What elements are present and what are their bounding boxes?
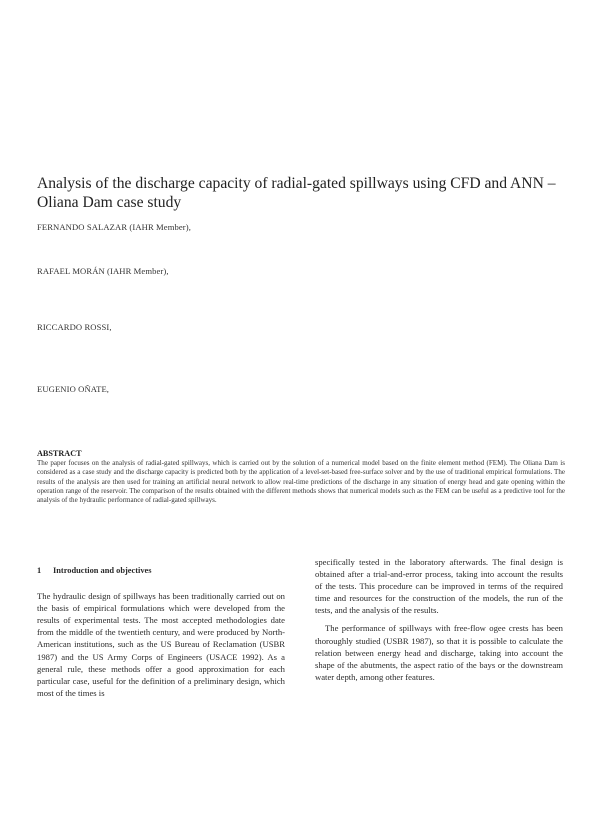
intro-paragraph-1-continued: specifically tested in the laboratory afterwards. The final design is obtained after a trial-and-error process, taking into account the results of the tests. This procedure can be improved in terms of the required time and resources for the construction of the models, the run of the tests, and the analysis of the results. bbox=[315, 557, 563, 616]
right-column bbox=[315, 556, 563, 683]
author-3: RICCARDO ROSSI, bbox=[37, 322, 112, 332]
author-1: FERNANDO SALAZAR (IAHR Member), bbox=[37, 222, 191, 232]
section-heading bbox=[37, 565, 285, 577]
author-4: EUGENIO OÑATE, bbox=[37, 384, 110, 394]
section-title: Introduction and objectives bbox=[53, 566, 152, 575]
left-column bbox=[37, 565, 285, 699]
intro-paragraph-2: The performance of spillways with free-flow ogee crests has been thoroughly studied (USBR 1987), so that it is possible to calculate the relation between energy head and discharge, taking into account the shape of the abutments, the aspect ratio of the bays or the downstream water depth, among other features. bbox=[315, 623, 563, 682]
author-2: RAFAEL MORÁN (IAHR Member), bbox=[37, 266, 169, 276]
intro-paragraph-1: The hydraulic design of spillways has been traditionally carried out on the basis of empirical formulations which were developed from the results of experimental tests. The most accepted methodologies date from the middle of the twentieth century, and were produced by North-American institutions, such as the US Bureau of Reclamation (USBR 1987) and the US Army Corps of Engineers (USACE 1992). As a general rule, these methods offer a good approximation for each particular case, useful for the definition of a preliminary design, which most of the times is bbox=[37, 591, 285, 698]
section-number: 1 bbox=[37, 566, 42, 575]
abstract-text: The paper focuses on the analysis of radial-gated spillways, which is carried out by the solution of a numerical model based on the finite element method (FEM). The Oliana Dam is considered as a case study and the discharge capacity is predicted both by the application of a level-set-based free-surface solver and by the use of traditional empirical formulations. The results of the analysis are then used for training an artificial neural network to allow real-time predictions of the discharge in any situation of energy head and gate opening within the operation range of the reservoir. The comparison of the results obtained with the different methods shows that numerical models such as the FEM can be useful as a predictive tool for the analysis of the hydraulic performance of radial-gated spillways. bbox=[37, 459, 565, 505]
abstract-heading: ABSTRACT bbox=[37, 449, 82, 458]
paper-title: Analysis of the discharge capacity of radial-gated spillways using CFD and ANN – Oliana Dam case study bbox=[37, 175, 556, 211]
